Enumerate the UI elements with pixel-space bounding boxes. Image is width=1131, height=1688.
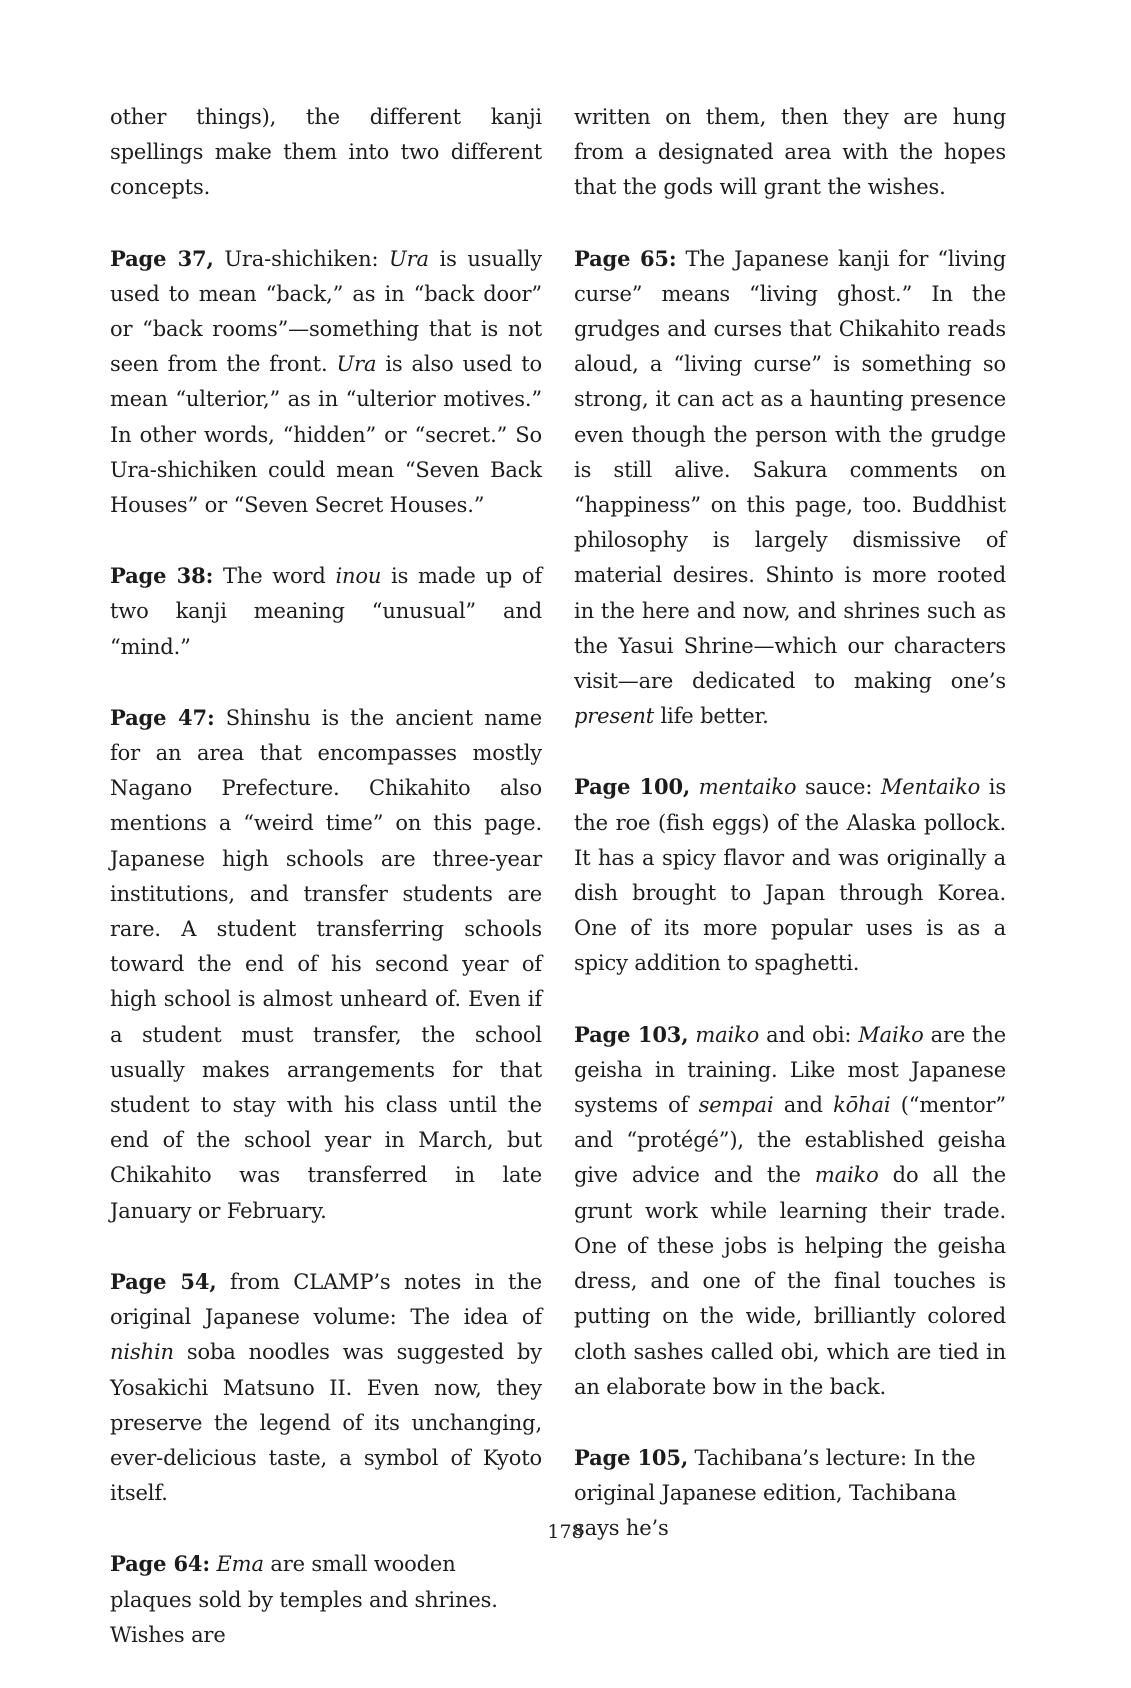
note-text: Tachibana’s lecture: In the original Japanese edition, Tachibana says he’s [574, 1445, 976, 1541]
note-text: The word [213, 564, 336, 589]
note-text: is also used to mean “ulterior,” as in “ulterior motives.” In other words, “hidden” or “secret.” So Ura-shichiken could mean “Seven Back Houses” or “Seven Secret Houses.” [110, 352, 542, 518]
note-page-37 [110, 241, 542, 524]
note-cont-kanji [110, 100, 542, 206]
italic-term: Ura [389, 246, 429, 271]
note-label: Page 105, [574, 1444, 688, 1470]
note-text [690, 775, 699, 799]
italic-term: maiko [695, 1022, 760, 1047]
note-text: is made up of two kanji meaning “unusual” and “mind.” [110, 564, 542, 659]
note-text: sauce: [796, 775, 881, 800]
italic-term: Mentaiko [880, 775, 981, 800]
note-label: Page 64: [110, 1551, 210, 1577]
note-label: Page 103, [574, 1021, 689, 1047]
italic-term: inou [335, 564, 382, 589]
note-text: from CLAMP’s notes in the original Japanese volume: The idea of [110, 1269, 542, 1330]
left-column [110, 100, 542, 1688]
italic-term: sempai [698, 1093, 774, 1118]
note-text: are the geisha in training. Like most Japanese systems of [574, 1022, 1006, 1118]
note-text: and obi: [759, 1022, 859, 1047]
note-label: Page 100, [574, 774, 691, 800]
page-number: 178 [547, 1521, 584, 1543]
note-text: (“mentor” and “protégé”), the established geisha give advice and the [574, 1093, 1007, 1188]
note-text: is the roe (fish eggs) of the Alaska pollock. It has a spicy flavor and was originally a dish brought to Japan through Korea. One of its more popular uses is as a spicy addition to spaghetti. [574, 775, 1006, 976]
note-text: is usually used to mean “back,” as in “back door” or “back rooms”—something that is not seen from the front. [110, 246, 542, 377]
note-page-47 [110, 700, 542, 1229]
note-text: Shinshu is the ancient name for an area that encompasses mostly Nagano Prefecture. Chikahito also mentions a “weird time” on this page. Japanese high schools are three-year institutions, and transfer students are rare. A student transferring schools toward the end of his second year of high school is almost unheard of. Even if a student must transfer, the school usually makes arrangements for that student to stay with his class until the end of the school year in March, but Chikahito was transferred in late January or February. [110, 705, 543, 1223]
note-label: Page 38: [110, 563, 214, 589]
note-label: Page 47: [110, 704, 215, 730]
italic-term: mentaiko [698, 775, 797, 800]
note-page-65 [574, 241, 1006, 735]
note-text: do all the grunt work while learning their trade. One of these jobs is helping the geisha dress, and one of the final touches is putting on the wide, brilliantly colored cloth sashes called obi, which are tied in an elaborate bow in the back. [574, 1163, 1006, 1399]
note-text: Ura-shichiken: [213, 246, 390, 271]
note-page-38 [110, 558, 542, 665]
note-label: Page 37, [110, 245, 214, 271]
note-text: The Japanese kanji for “living curse” means “living ghost.” In the grudges and curses that Chikahito reads aloud, a “living curse” is something so strong, it can act as a haunting presence even though the person with the grudge is still alive. Sakura comments on “happiness” on this page, too. Buddhist philosophy is largely dismissive of material desires. Shinto is more rooted in the here and now, and shrines such as the Yasui Shrine—which our characters visit—are dedicated to making one’s [574, 246, 1006, 694]
note-text: other things), the different kanji spellings make them into two different concepts. [110, 105, 542, 200]
note-cont-ema [574, 100, 1006, 206]
note-text: life better. [654, 704, 769, 729]
italic-term: Ura [336, 352, 377, 377]
note-page-103 [574, 1017, 1006, 1405]
note-text: soba noodles was suggested by Yosakichi Matsuno II. Even now, they preserve the legend of its unchanging, ever-delicious taste, a symbol of Kyoto itself. [110, 1340, 542, 1506]
right-column [574, 100, 1006, 1582]
note-text: and [773, 1093, 834, 1118]
italic-term: nishin [110, 1340, 174, 1365]
note-page-100 [574, 769, 1006, 981]
italic-term: Maiko [858, 1022, 924, 1047]
note-text: are small wooden plaques sold by temples and shrines. Wishes are [110, 1552, 498, 1647]
note-text: written on them, then they are hung from a designated area with the hopes that the gods will grant the wishes. [574, 105, 1006, 200]
italic-term: maiko [814, 1163, 879, 1188]
italic-term: kōhai [833, 1093, 891, 1118]
italic-term: present [574, 704, 655, 729]
italic-term: Ema [216, 1552, 264, 1577]
note-label: Page 54, [110, 1268, 217, 1294]
note-page-54 [110, 1264, 542, 1511]
note-label: Page 65: [574, 245, 677, 271]
